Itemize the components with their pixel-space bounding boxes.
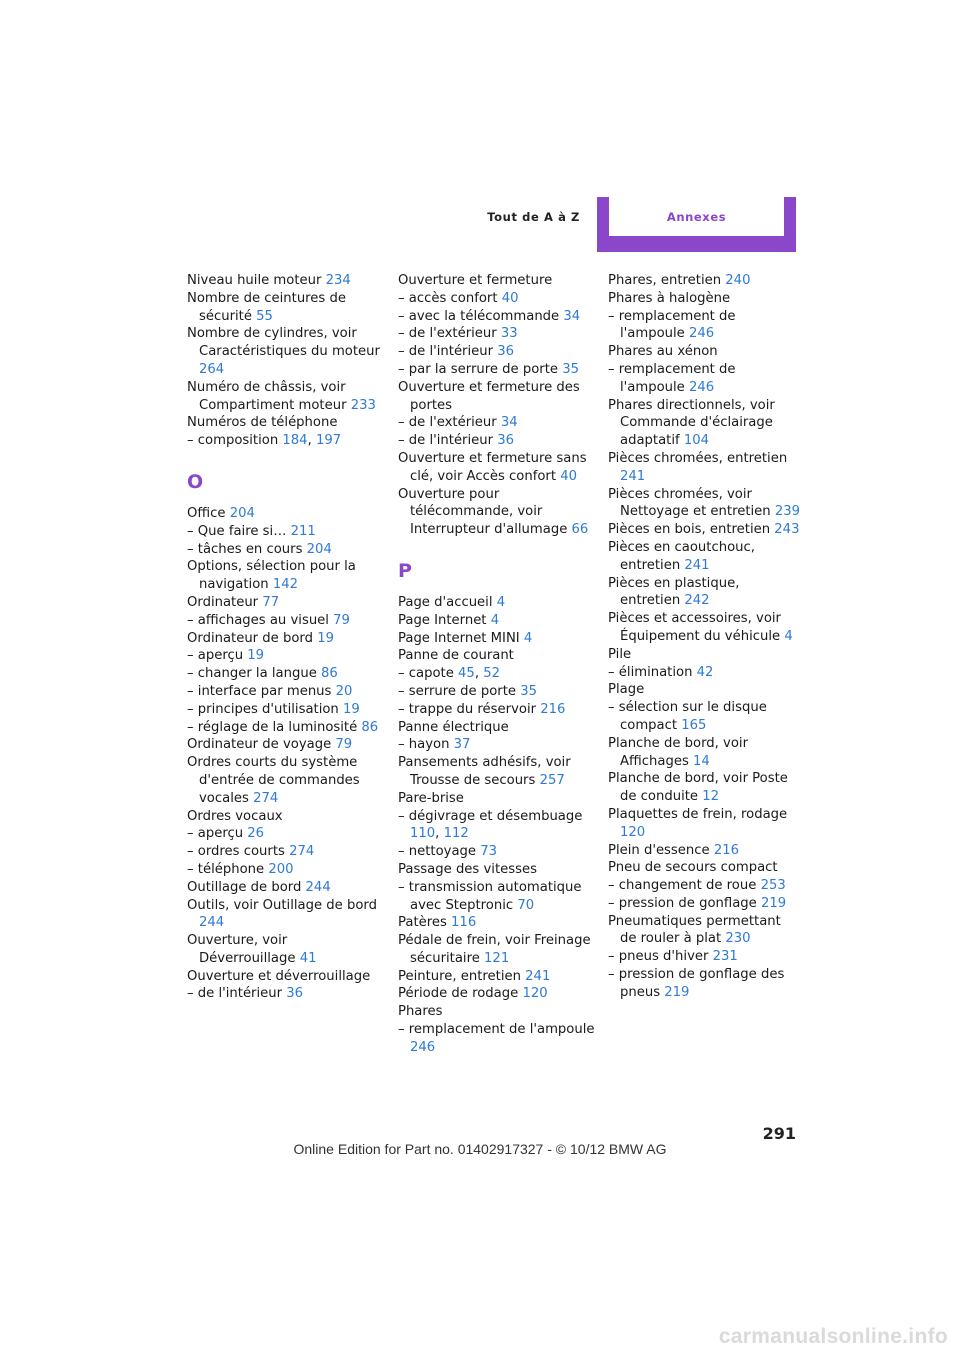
index-entry-text: – élimination bbox=[608, 664, 693, 680]
index-entry-text: Pneu de secours compact bbox=[608, 860, 778, 876]
page-link[interactable]: 274 bbox=[253, 790, 279, 806]
index-entry-text: Ouverture et fermeture sans clé, voir Accès confort bbox=[398, 450, 587, 484]
index-entry bbox=[187, 647, 387, 665]
index-entry bbox=[187, 701, 387, 719]
page-link[interactable]: 200 bbox=[268, 861, 294, 877]
page-number: 291 bbox=[762, 1124, 796, 1143]
page-link[interactable]: 73 bbox=[480, 844, 498, 860]
index-entry bbox=[398, 719, 598, 737]
index-entry bbox=[187, 379, 387, 415]
page-separator: , bbox=[435, 826, 444, 842]
index-entry bbox=[187, 325, 387, 378]
index-entry-text: – principes d'utilisation bbox=[187, 701, 339, 717]
index-entry bbox=[608, 610, 800, 646]
page-link[interactable]: 233 bbox=[350, 397, 376, 413]
index-entry bbox=[187, 665, 387, 683]
index-entry-text: – changer la langue bbox=[187, 666, 317, 682]
index-entry-text: Pièces chromées, entretien bbox=[608, 450, 788, 466]
index-entry-text: Ordinateur bbox=[187, 594, 259, 610]
index-entry bbox=[398, 450, 598, 486]
index-entry bbox=[398, 808, 598, 844]
page-link[interactable]: 4 bbox=[523, 630, 533, 646]
index-entry-text: Phares, entretien bbox=[608, 273, 722, 288]
page-link[interactable]: 79 bbox=[333, 612, 350, 628]
index-entry-text: Plein d'essence bbox=[608, 842, 710, 858]
index-entry-text: Ordinateur de bord bbox=[187, 630, 313, 646]
index-entry bbox=[187, 523, 387, 541]
index-entry-text: – composition bbox=[187, 433, 279, 449]
index-entry-text: – trappe du réservoir bbox=[398, 701, 537, 717]
page-link[interactable]: 241 bbox=[684, 557, 710, 573]
index-entry bbox=[608, 361, 800, 397]
chapter-tab-label: Annexes bbox=[609, 197, 784, 236]
index-entry-text: – réglage de la luminosité bbox=[187, 719, 358, 735]
index-entry bbox=[187, 808, 387, 826]
index-entry-text: Page d'accueil bbox=[398, 594, 493, 610]
index-entry-text: – de l'extérieur bbox=[398, 415, 497, 431]
index-entry bbox=[187, 897, 387, 933]
index-entry bbox=[608, 486, 800, 522]
index-entry bbox=[398, 968, 598, 986]
index-entry-text: Panne électrique bbox=[398, 719, 509, 735]
page-link[interactable]: 219 bbox=[760, 895, 787, 911]
index-entry bbox=[187, 683, 387, 701]
index-entry-text: Pièces en bois, entretien bbox=[608, 522, 771, 538]
index-entry bbox=[187, 290, 387, 326]
index-entry-text: – transmission automatique avec Steptronic bbox=[398, 879, 582, 913]
index-entry bbox=[608, 539, 800, 575]
index-entry bbox=[187, 630, 387, 648]
page-link[interactable]: 240 bbox=[725, 273, 751, 288]
index-entry-text: Ordinateur de voyage bbox=[187, 737, 332, 753]
index-entry bbox=[398, 290, 598, 308]
index-entry-text: Outillage de bord bbox=[187, 879, 302, 895]
page-link[interactable]: 36 bbox=[286, 986, 304, 1002]
index-entry-text: Ordres vocaux bbox=[187, 808, 283, 824]
page-link[interactable]: 142 bbox=[272, 577, 298, 593]
index-entry bbox=[398, 343, 598, 361]
index-entry bbox=[187, 414, 387, 432]
page-link[interactable]: 231 bbox=[712, 949, 738, 965]
page-link[interactable]: 197 bbox=[315, 433, 342, 449]
index-entry bbox=[398, 754, 598, 790]
index-entry-text: Planche de bord, voir Affichages bbox=[608, 735, 748, 769]
index-entry-text: Planche de bord, voir Poste de conduite bbox=[608, 771, 788, 805]
index-entry bbox=[187, 719, 387, 737]
index-entry bbox=[398, 843, 598, 861]
index-entry-text: – pneus d'hiver bbox=[608, 949, 709, 965]
page-link[interactable]: 264 bbox=[199, 361, 225, 377]
index-entry-text: – capote bbox=[398, 666, 454, 682]
index-entry-text: – hayon bbox=[398, 737, 450, 753]
index-entry bbox=[398, 325, 598, 343]
index-entry bbox=[608, 859, 800, 877]
page-link[interactable]: 4 bbox=[784, 628, 793, 644]
index-entry-text: Phares à halogène bbox=[608, 290, 731, 306]
page-link[interactable]: 242 bbox=[684, 593, 710, 609]
page-link[interactable]: 70 bbox=[517, 897, 535, 913]
page-link[interactable]: 234 bbox=[325, 273, 351, 288]
index-entry-text: Phares directionnels, voir Commande d'éclairage adaptatif bbox=[608, 397, 775, 449]
page-link[interactable]: 19 bbox=[317, 630, 334, 646]
page-link[interactable]: 34 bbox=[563, 308, 581, 324]
page-link[interactable]: 86 bbox=[361, 719, 379, 735]
index-column-3 bbox=[608, 272, 800, 1002]
index-entry-text: Plage bbox=[608, 682, 645, 698]
index-entry-text: Peinture, entretien bbox=[398, 968, 521, 984]
index-entry-text: – aperçu bbox=[187, 648, 244, 664]
index-entry-text: – affichages au visuel bbox=[187, 612, 329, 628]
page-link[interactable]: 246 bbox=[410, 1039, 436, 1055]
page-link[interactable]: 37 bbox=[453, 737, 471, 753]
page-link[interactable]: 246 bbox=[689, 379, 715, 395]
page-link[interactable]: 274 bbox=[289, 844, 315, 860]
index-entry-text: – remplacement de l'ampoule bbox=[608, 308, 736, 342]
index-entry bbox=[187, 736, 387, 754]
index-entry-text: Patères bbox=[398, 915, 447, 931]
page-link[interactable]: 4 bbox=[496, 594, 506, 610]
index-entry-text: – aperçu bbox=[187, 826, 244, 842]
index-entry-text: Ouverture et fermeture bbox=[398, 273, 553, 288]
index-entry bbox=[398, 1021, 598, 1057]
index-entry-text: Période de rodage bbox=[398, 986, 519, 1002]
index-entry bbox=[187, 879, 387, 897]
index-entry bbox=[398, 1003, 598, 1021]
index-entry bbox=[187, 825, 387, 843]
index-entry-text: – de l'intérieur bbox=[398, 344, 494, 360]
index-entry-text: – avec la télécommande bbox=[398, 308, 560, 324]
index-entry bbox=[608, 770, 800, 806]
index-entry-text: Phares au xénon bbox=[608, 344, 718, 360]
page-link[interactable]: 40 bbox=[501, 290, 519, 306]
page-link[interactable]: 4 bbox=[490, 612, 500, 628]
index-entry bbox=[187, 432, 387, 450]
index-entry-text: – de l'extérieur bbox=[398, 326, 497, 342]
index-entry bbox=[187, 932, 387, 968]
page-link[interactable]: 12 bbox=[702, 789, 720, 805]
page-link[interactable]: 239 bbox=[774, 504, 800, 520]
index-entry-text: Plaquettes de frein, rodage bbox=[608, 806, 788, 822]
index-entry bbox=[187, 505, 387, 523]
index-entry-text: Pièces et accessoires, voir Équipement du véhicule bbox=[608, 611, 781, 644]
page-link[interactable]: 26 bbox=[247, 826, 265, 842]
index-entry bbox=[608, 646, 800, 664]
chapter-tab bbox=[597, 197, 796, 252]
page-link[interactable]: 244 bbox=[199, 915, 225, 931]
index-entry bbox=[398, 736, 598, 754]
index-entry-text: – remplacement de l'ampoule bbox=[398, 1022, 595, 1038]
page-link[interactable]: 35 bbox=[562, 361, 579, 377]
index-entry bbox=[608, 343, 800, 361]
index-entry-text: Pare-brise bbox=[398, 790, 464, 806]
index-entry bbox=[608, 913, 800, 949]
index-entry-text: Page Internet MINI bbox=[398, 630, 520, 646]
page-link[interactable]: 36 bbox=[497, 344, 515, 360]
index-entry-text: Pièces en plastique, entretien bbox=[608, 575, 740, 609]
index-entry bbox=[608, 664, 800, 682]
page-link[interactable]: 241 bbox=[525, 968, 551, 984]
index-entry bbox=[398, 665, 598, 683]
page-link[interactable]: 112 bbox=[443, 826, 469, 842]
index-letter-heading: P bbox=[398, 559, 412, 582]
index-entry bbox=[398, 308, 598, 326]
index-entry-text: – ordres courts bbox=[187, 844, 285, 860]
page-link[interactable]: 121 bbox=[484, 950, 510, 966]
page-link[interactable]: 204 bbox=[306, 541, 332, 557]
index-entry-text: – téléphone bbox=[187, 861, 265, 877]
page-link[interactable]: 246 bbox=[689, 326, 715, 342]
index-entry bbox=[608, 842, 800, 860]
index-entry-text: Ouverture et fermeture des portes bbox=[398, 379, 580, 413]
page-link[interactable]: 219 bbox=[664, 984, 690, 1000]
footer-edition: Online Edition for Part no. 01402917327 - © 10/12 BMW AG bbox=[293, 1141, 667, 1157]
page-link[interactable]: 211 bbox=[290, 523, 316, 539]
index-entry bbox=[187, 272, 387, 290]
index-entry-text: Page Internet bbox=[398, 612, 487, 628]
index-column-1 bbox=[187, 272, 387, 1003]
index-entry bbox=[398, 486, 598, 539]
page-link[interactable]: 77 bbox=[262, 594, 280, 610]
page-link[interactable]: 216 bbox=[713, 842, 740, 858]
page-link[interactable]: 110 bbox=[410, 826, 436, 842]
index-entry-text: Pneumatiques permettant de rouler à plat bbox=[608, 913, 781, 947]
page-link[interactable]: 241 bbox=[620, 468, 646, 484]
index-entry bbox=[608, 397, 800, 450]
index-entry bbox=[608, 308, 800, 344]
index-entry bbox=[608, 290, 800, 308]
page-link[interactable]: 66 bbox=[571, 522, 589, 538]
page-link[interactable]: 33 bbox=[500, 326, 518, 342]
index-entry bbox=[398, 861, 598, 879]
index-entry-text: – dégivrage et désembuage bbox=[398, 808, 583, 824]
page-link[interactable]: 184 bbox=[282, 433, 308, 449]
index-entry-text: – de l'intérieur bbox=[398, 433, 494, 449]
page-link[interactable]: 257 bbox=[539, 772, 565, 788]
index-entry bbox=[608, 521, 800, 539]
index-entry bbox=[608, 699, 800, 735]
page-link[interactable]: 104 bbox=[683, 433, 710, 449]
index-entry bbox=[398, 432, 598, 450]
section-header: Tout de A à Z bbox=[487, 210, 580, 224]
index-entry bbox=[608, 272, 800, 290]
index-entry-text: Nombre de cylindres, voir Caractéristiques du moteur bbox=[187, 326, 380, 360]
index-entry bbox=[608, 806, 800, 842]
index-entry-text: Pièces en caoutchouc, entretien bbox=[608, 539, 755, 573]
index-entry-text: Pansements adhésifs, voir Trousse de secours bbox=[398, 755, 571, 788]
page-link[interactable]: 45 bbox=[458, 666, 475, 682]
page-link[interactable]: 253 bbox=[760, 878, 786, 894]
page-link[interactable]: 52 bbox=[483, 666, 500, 682]
index-entry bbox=[398, 985, 598, 1003]
page-link[interactable]: 116 bbox=[451, 915, 477, 931]
index-entry bbox=[608, 948, 800, 966]
index-entry-text: Ordres courts du système d'entrée de commandes vocales bbox=[187, 755, 360, 806]
page-link[interactable]: 204 bbox=[229, 505, 255, 521]
page-link[interactable]: 35 bbox=[520, 683, 537, 699]
index-entry-text: – tâches en cours bbox=[187, 541, 303, 557]
index-entry-text: Passage des vitesses bbox=[398, 861, 537, 877]
page-link[interactable]: 14 bbox=[693, 753, 710, 769]
page-link[interactable]: 120 bbox=[620, 824, 646, 840]
page-link[interactable]: 79 bbox=[335, 737, 353, 753]
index-entry-text: – sélection sur le disque compact bbox=[608, 700, 767, 733]
index-entry bbox=[398, 379, 598, 415]
page-link[interactable]: 40 bbox=[560, 468, 577, 484]
index-entry bbox=[398, 683, 598, 701]
index-entry bbox=[398, 879, 598, 915]
index-entry bbox=[398, 647, 598, 665]
index-entry-text: Niveau huile moteur bbox=[187, 273, 322, 288]
index-entry-text: Office bbox=[187, 505, 226, 521]
index-entry-text: Nombre de ceintures de sécurité bbox=[187, 290, 346, 324]
page-link[interactable]: 244 bbox=[305, 879, 331, 895]
index-entry-text: Pièces chromées, voir Nettoyage et entretien bbox=[608, 486, 771, 520]
index-entry bbox=[608, 450, 800, 486]
page-link[interactable]: 19 bbox=[247, 648, 265, 664]
page-link[interactable]: 19 bbox=[343, 701, 360, 717]
index-entry-text: – interface par menus bbox=[187, 683, 332, 699]
index-entry bbox=[398, 701, 598, 719]
index-entry-text: – nettoyage bbox=[398, 844, 477, 860]
index-entry-text: Numéros de téléphone bbox=[187, 415, 338, 431]
page-link[interactable]: 165 bbox=[681, 717, 707, 733]
index-entry bbox=[398, 790, 598, 808]
page-link[interactable]: 216 bbox=[540, 701, 566, 717]
page-link[interactable]: 230 bbox=[725, 931, 751, 947]
index-entry bbox=[398, 612, 598, 630]
index-entry bbox=[398, 594, 598, 612]
index-entry-text: – serrure de porte bbox=[398, 683, 516, 699]
index-entry-text: Outils, voir Outillage de bord bbox=[187, 897, 377, 913]
index-entry-text: Ouverture pour télécommande, voir Interrupteur d'allumage bbox=[398, 486, 568, 538]
index-entry-text: Numéro de châssis, voir Compartiment moteur bbox=[187, 379, 347, 413]
index-entry bbox=[187, 612, 387, 630]
index-entry-text: – pression de gonflage des pneus bbox=[608, 967, 785, 1000]
page-separator: , bbox=[307, 433, 316, 449]
page-link[interactable]: 243 bbox=[774, 522, 800, 538]
index-entry bbox=[398, 361, 598, 379]
page-link[interactable]: 20 bbox=[335, 683, 353, 699]
index-entry bbox=[398, 272, 598, 290]
index-entry bbox=[608, 895, 800, 913]
index-entry-text: – accès confort bbox=[398, 290, 498, 306]
page-separator: , bbox=[474, 666, 484, 682]
index-entry bbox=[187, 861, 387, 879]
page-link[interactable]: 120 bbox=[522, 986, 548, 1002]
index-entry bbox=[608, 966, 800, 1002]
index-entry-text: Options, sélection pour la navigation bbox=[187, 559, 356, 593]
index-entry-text: Ouverture, voir Déverrouillage bbox=[187, 933, 296, 966]
index-entry-text: – remplacement de l'ampoule bbox=[608, 361, 736, 395]
index-entry-text: – par la serrure de porte bbox=[398, 361, 559, 377]
index-letter-heading: O bbox=[187, 470, 204, 493]
index-entry-text: Pile bbox=[608, 646, 632, 662]
index-entry bbox=[187, 594, 387, 612]
index-entry bbox=[187, 843, 387, 861]
index-entry-text: – de l'intérieur bbox=[187, 986, 283, 1002]
page-link[interactable]: 41 bbox=[299, 950, 317, 966]
index-entry bbox=[187, 985, 387, 1003]
index-entry bbox=[398, 914, 598, 932]
index-entry bbox=[398, 414, 598, 432]
index-entry bbox=[608, 735, 800, 771]
page-link[interactable]: 42 bbox=[696, 664, 714, 680]
index-entry bbox=[187, 968, 387, 986]
index-entry bbox=[608, 575, 800, 611]
index-entry-text: – pression de gonflage bbox=[608, 895, 757, 911]
page-link[interactable]: 86 bbox=[321, 666, 338, 682]
index-entry bbox=[608, 681, 800, 699]
index-entry bbox=[398, 630, 598, 648]
index-entry-text: Panne de courant bbox=[398, 648, 514, 664]
index-entry-text: Pédale de frein, voir Freinage sécuritaire bbox=[398, 933, 591, 966]
index-column-2 bbox=[398, 272, 598, 1057]
index-entry-text: – changement de roue bbox=[608, 878, 757, 894]
page-link[interactable]: 36 bbox=[497, 433, 515, 449]
index-entry-text: Phares bbox=[398, 1004, 443, 1020]
index-entry bbox=[398, 932, 598, 968]
index-entry bbox=[187, 558, 387, 594]
index-entry bbox=[187, 754, 387, 807]
watermark: carmanualsonline.info bbox=[718, 1325, 948, 1348]
index-entry-text: – Que faire si… bbox=[187, 523, 287, 539]
page-link[interactable]: 55 bbox=[256, 308, 273, 324]
index-entry-text: Ouverture et déverrouillage bbox=[187, 968, 371, 984]
page-link[interactable]: 34 bbox=[500, 415, 518, 431]
index-entry bbox=[608, 877, 800, 895]
index-entry bbox=[187, 541, 387, 559]
